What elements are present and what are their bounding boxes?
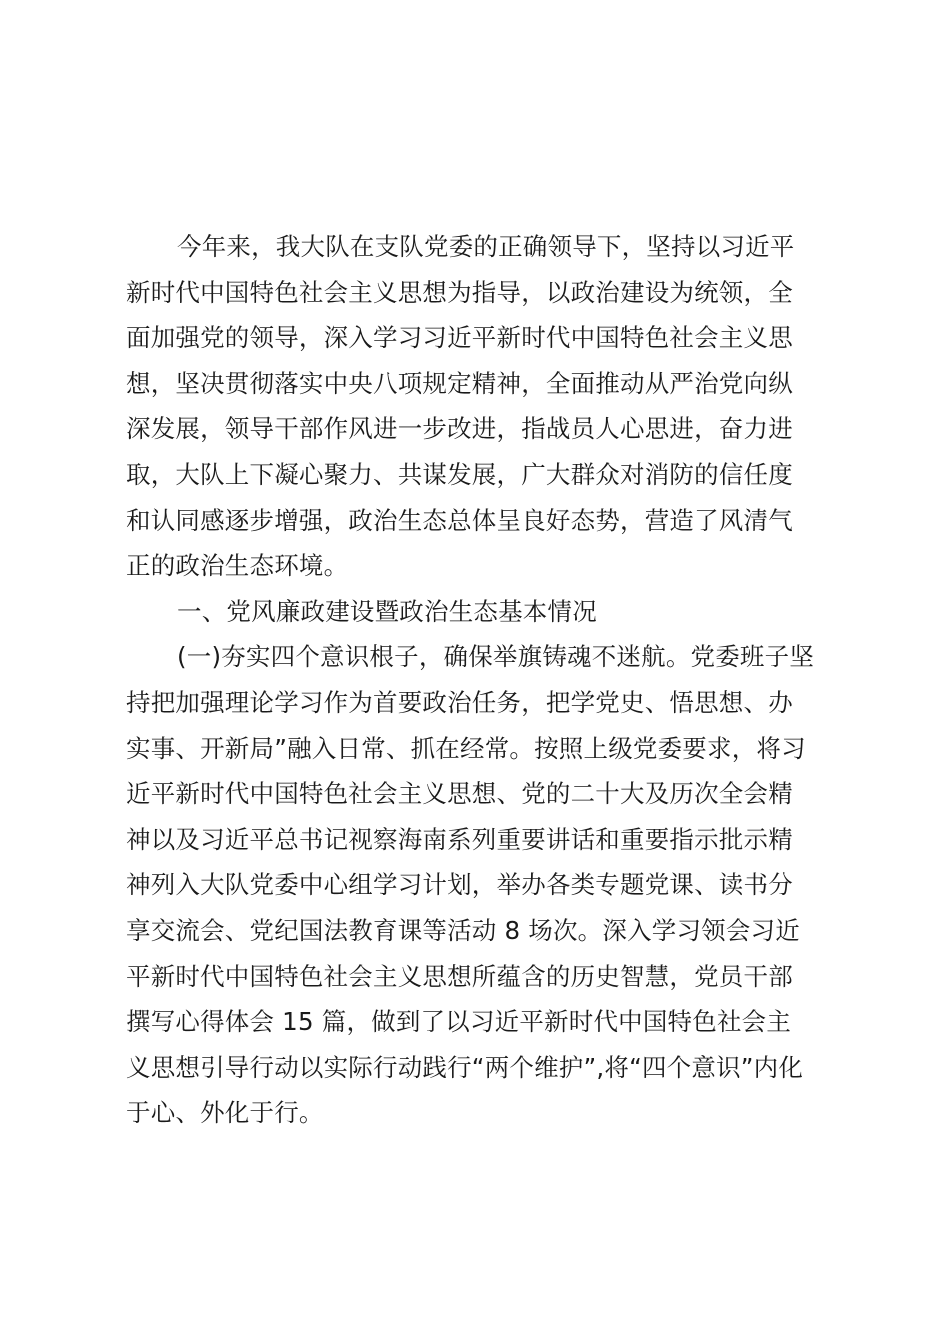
text-line: 面加强党的领导，深入学习习近平新时代中国特色社会主义思 (126, 323, 793, 353)
text-line: 实事、开新局”融入日常、抓在经常。按照上级党委要求，将习 (126, 733, 806, 763)
text-line: 神以及习近平总书记视察海南系列重要讲话和重要指示批示精 (126, 824, 793, 854)
text-line: 取，大队上下凝心聚力、共谋发展，广大群众对消防的信任度 (126, 459, 793, 489)
text-line: 近平新时代中国特色社会主义思想、党的二十大及历次全会精 (126, 779, 793, 809)
text-line: 持把加强理论学习作为首要政治任务，把学党史、悟思想、办 (126, 687, 793, 717)
section-heading: 一、党风廉政建设暨政治生态基本情况 (177, 596, 597, 626)
text-line: 想，坚决贯彻落实中央八项规定精神，全面推动从严治党向纵 (126, 368, 793, 398)
document-body (126, 224, 832, 1136)
text-line: 深发展，领导干部作风进一步改进，指战员人心思进，奋力进 (126, 414, 793, 444)
text-line: 义思想引导行动以实际行动践行“两个维护”,将“四个意识”内化 (126, 1052, 804, 1082)
text-line: 平新时代中国特色社会主义思想所蕴含的历史智慧，党员干部 (126, 961, 793, 991)
text-line: 撰写心得体会 15 篇，做到了以习近平新时代中国特色社会主 (126, 1007, 792, 1037)
text-line: 神列入大队党委中心组学习计划，举办各类专题党课、读书分 (126, 870, 793, 900)
text-line: 享交流会、党纪国法教育课等活动 8 场次。深入学习领会习近 (126, 915, 800, 945)
text-line: 今年来，我大队在支队党委的正确领导下，坚持以习近平 (177, 232, 795, 261)
text-line: 新时代中国特色社会主义思想为指导，以政治建设为统领，全 (126, 277, 793, 307)
text-line: 于心、外化于行。 (126, 1098, 324, 1128)
text-line: 和认同感逐步增强，政治生态总体呈良好态势，营造了风清气 (126, 505, 793, 535)
text-line: 正的政治生态环境。 (126, 551, 349, 581)
text-line: (一)夯实四个意识根子，确保举旗铸魂不迷航。党委班子坚 (177, 642, 815, 672)
